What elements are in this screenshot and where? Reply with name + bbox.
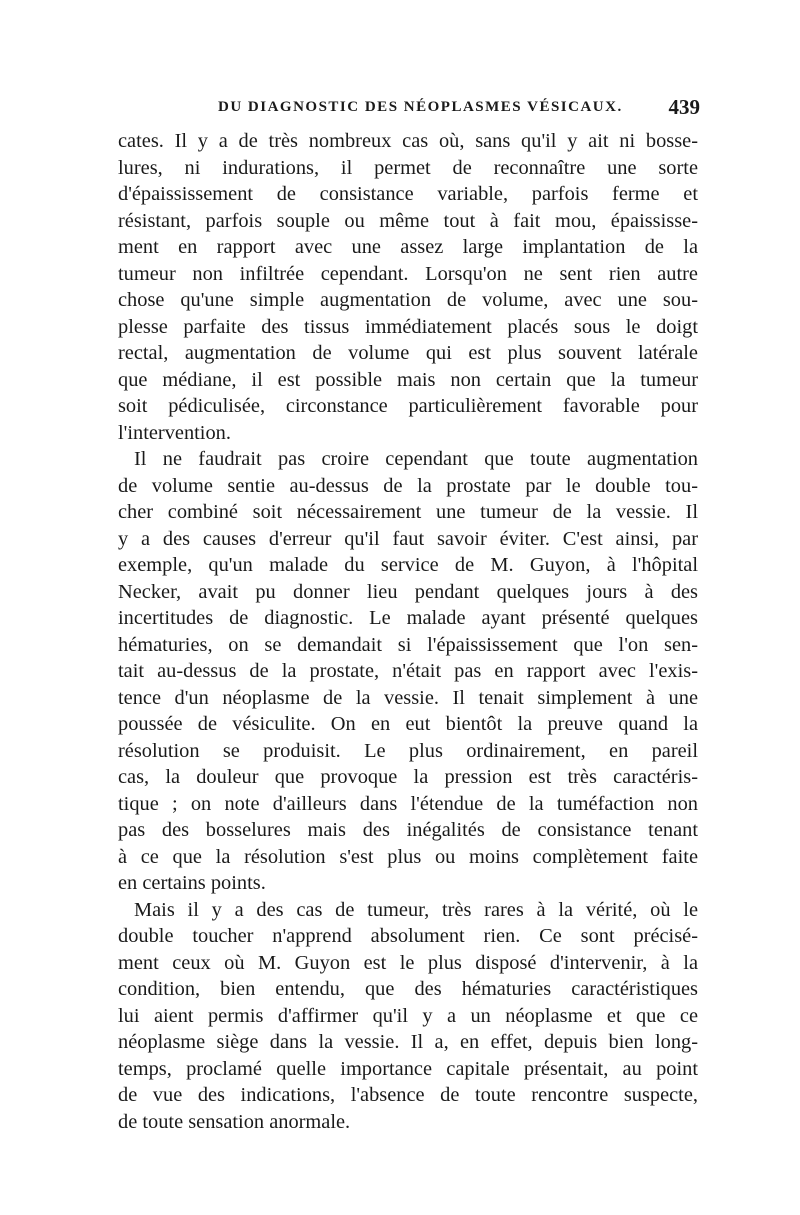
text-line: en certains points. [118, 872, 266, 894]
text-line: ment ceux où M. Guyon est le plus disposé d'intervenir, à la [118, 951, 698, 974]
text-line: cates. Il y a de très nombreux cas où, sans qu'il y ait ni bosse- [118, 130, 698, 152]
text-line: condition, bien entendu, que des hématuries caractéristiques [118, 978, 698, 1000]
text-line: Mais il y a des cas de tumeur, très rares à la vérité, où le [134, 898, 698, 921]
paragraph-3 [118, 897, 698, 1136]
text-line: y a des causes d'erreur qu'il faut savoir éviter. C'est ainsi, par [118, 527, 698, 550]
running-title: DU DIAGNOSTIC DES NÉOPLASMES VÉSICAUX. [218, 99, 623, 115]
text-line: tait au-dessus de la prostate, n'était pas en rapport avec l'exis- [118, 660, 698, 682]
text-line: plesse parfaite des tissus immédiatement placés sous le doigt [118, 315, 698, 338]
text-line: que médiane, il est possible mais non certain que la tumeur [118, 368, 698, 391]
text-line: exemple, qu'un malade du service de M. Guyon, à l'hôpital [118, 554, 698, 576]
text-line: résolution se produisit. Le plus ordinairement, en pareil [118, 739, 698, 762]
text-line: résistant, parfois souple ou même tout à fait mou, épaississe- [118, 209, 698, 232]
text-line: Necker, avait pu donner lieu pendant quelques jours à des [118, 580, 698, 603]
running-head [118, 95, 700, 125]
paragraph-1 [118, 128, 698, 446]
text-line: lui aient permis d'affirmer qu'il y a un néoplasme et que ce [118, 1004, 698, 1027]
text-line: tumeur non infiltrée cependant. Lorsqu'on ne sent rien autre [118, 262, 698, 285]
text-line: incertitudes de diagnostic. Le malade ayant présenté quelques [118, 607, 698, 629]
paragraph-2 [118, 446, 698, 897]
text-line: à ce que la résolution s'est plus ou moins complètement faite [118, 845, 698, 868]
text-line: poussée de vésiculite. On en eut bientôt la preuve quand la [118, 713, 698, 735]
text-line: de vue des indications, l'absence de toute rencontre suspecte, [118, 1084, 698, 1106]
text-line: ment en rapport avec une assez large implantation de la [118, 236, 698, 258]
text-line: l'intervention. [118, 421, 231, 444]
text-line: chose qu'une simple augmentation de volume, avec une sou- [118, 289, 698, 311]
text-line: d'épaississement de consistance variable, parfois ferme et [118, 183, 698, 205]
text-line: rectal, augmentation de volume qui est plus souvent latérale [118, 342, 698, 364]
text-line: de toute sensation anormale. [118, 1110, 351, 1133]
text-line: tique ; on note d'ailleurs dans l'étendue de la tuméfaction non [118, 792, 698, 815]
body-text [118, 128, 698, 1135]
text-line: temps, proclamé quelle importance capitale présentait, au point [118, 1057, 698, 1080]
text-line: néoplasme siège dans la vessie. Il a, en effet, depuis bien long- [118, 1031, 698, 1053]
text-line: lures, ni indurations, il permet de reconnaître une sorte [118, 156, 698, 179]
text-line: tence d'un néoplasme de la vessie. Il tenait simplement à une [118, 686, 698, 709]
page-number: 439 [668, 95, 700, 119]
text-line: soit pédiculisée, circonstance particulièrement favorable pour [118, 395, 698, 417]
text-line: pas des bosselures mais des inégalités de consistance tenant [118, 819, 698, 841]
text-line: de volume sentie au-dessus de la prostate par le double tou- [118, 474, 698, 497]
text-line: cher combiné soit nécessairement une tumeur de la vessie. Il [118, 501, 698, 523]
text-line: hématuries, on se demandait si l'épaississement que l'on sen- [118, 633, 698, 656]
text-line: cas, la douleur que provoque la pression est très caractéris- [118, 766, 698, 788]
text-line: double toucher n'apprend absolument rien. Ce sont précisé- [118, 925, 698, 947]
text-line: Il ne faudrait pas croire cependant que toute augmentation [134, 448, 698, 470]
